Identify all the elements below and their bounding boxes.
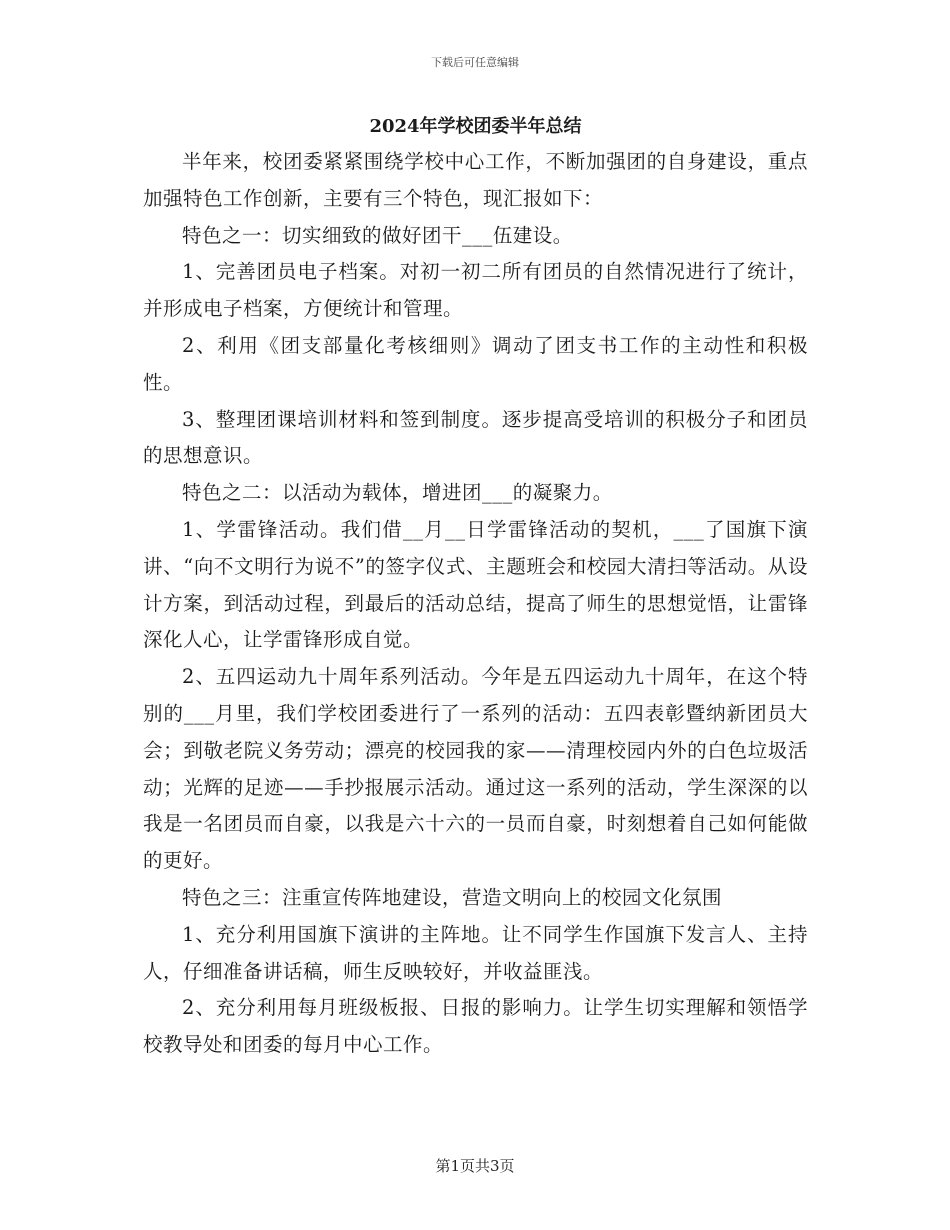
paragraph-feature-1-item-3: 3、整理团课培训材料和签到制度。逐步提高受培训的积极分子和团员的思想意识。: [143, 407, 808, 468]
document-title: 2024年学校团委半年总结: [369, 116, 582, 137]
paragraph-feature-2-item-1: 1、学雷锋活动。我们借__月__日学雷锋活动的契机，___了国旗下演讲、“向不文明行为说不”的签字仪式、主题班会和校园大清扫等活动。从设计方案，到活动过程，到最后的活动总结，提高了师生的思想觉悟，让雷锋深化人心，让学雷锋形成自觉。: [143, 517, 808, 652]
paragraph-feature-2-item-2: 2、五四运动九十周年系列活动。今年是五四运动九十周年，在这个特别的___月里，我们学校团委进行了一系列的活动：五四表彰暨纳新团员大会；到敬老院义务劳动；漂亮的校园我的家——清理校园内外的白色垃圾活动；光辉的足迹——手抄报展示活动。通过这一系列的活动，学生深深的以我是一名团员而自豪，以我是六十六的一员而自豪，时刻想着自己如何能做的更好。: [143, 665, 808, 873]
paragraph-feature-2-heading: 特色之二：以活动为载体，增进团___的凝聚力。: [182, 481, 613, 505]
paragraph-feature-1-heading: 特色之一：切实细致的做好团干___伍建设。: [182, 223, 573, 247]
document-body: [143, 112, 808, 1064]
paragraph-feature-1-item-1: 1、完善团员电子档案。对初一初二所有团员的自然情况进行了统计，并形成电子档案，方便统计和管理。: [143, 260, 808, 321]
paragraph-intro: 半年来，校团委紧紧围绕学校中心工作，不断加强团的自身建设，重点加强特色工作创新，主要有三个特色，现汇报如下：: [143, 150, 808, 210]
page-header-note: 下载后可任意编辑: [431, 56, 519, 69]
paragraph-feature-3-item-2: 2、充分利用每月班级板报、日报的影响力。让学生切实理解和领悟学校教导处和团委的每月中心工作。: [143, 996, 808, 1057]
paragraph-feature-1-item-2: 2、利用《团支部量化考核细则》调动了团支书工作的主动性和积极性。: [143, 333, 808, 394]
paragraph-feature-3-item-1: 1、充分利用国旗下演讲的主阵地。让不同学生作国旗下发言人、主持人，仔细准备讲话稿，师生反映较好，并收益匪浅。: [143, 922, 808, 983]
paragraph-feature-3-heading: 特色之三：注重宣传阵地建设，营造文明向上的校园文化氛围: [182, 885, 723, 909]
page-footer-page-number: 第1页共3页: [435, 1157, 515, 1175]
